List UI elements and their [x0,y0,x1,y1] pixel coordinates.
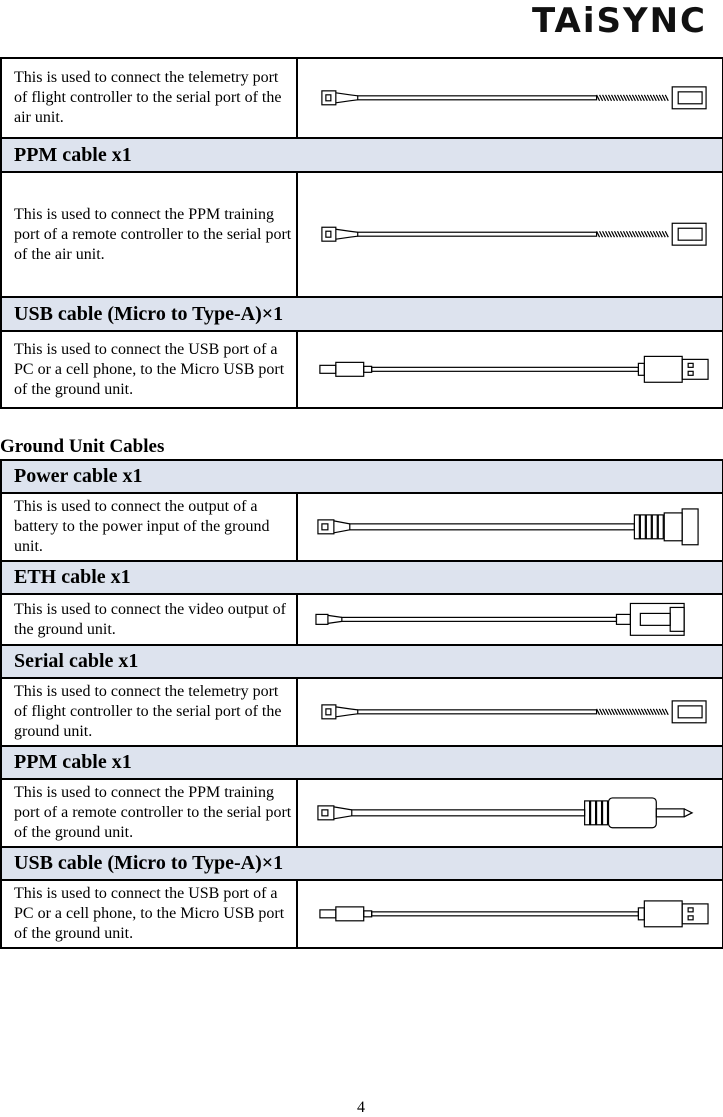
cable-header [1,561,723,594]
cable-header [1,645,723,678]
ppm-cable-icon [297,172,723,297]
cable-header [1,460,723,493]
taisync-logo [509,0,709,40]
cable-title: PPM cable x1 [1,746,723,779]
serial-cable-icon [297,678,723,746]
cable-description: This is used to connect the USB port of a PC or a cell phone, to the Micro USB port of the ground unit. [1,880,297,948]
cable-description: This is used to connect the telemetry port of flight controller to the serial port of the ground unit. [1,678,297,746]
cable-description: This is used to connect the PPM training port of a remote controller to the serial port of the air unit. [1,172,297,297]
cable-row [1,331,723,408]
cable-row [1,172,723,297]
serial-cable-icon [297,58,723,138]
ground-unit-cables-table [0,459,723,949]
eth-cable-icon [297,594,723,645]
cable-description: This is used to connect the output of a battery to the power input of the ground unit. [1,493,297,561]
usb-cable-icon [297,880,723,948]
cable-title: USB cable (Micro to Type-A)×1 [1,847,723,880]
cable-header [1,847,723,880]
cable-header [1,746,723,779]
power-cable-icon [297,493,723,561]
cable-row [1,678,723,746]
cable-title: USB cable (Micro to Type-A)×1 [1,297,723,331]
cable-description: This is used to connect the telemetry port of flight controller to the serial port of the air unit. [1,58,297,138]
cable-row [1,779,723,847]
cable-title: Power cable x1 [1,460,723,493]
cable-title: ETH cable x1 [1,561,723,594]
cable-row [1,493,723,561]
cable-title: PPM cable x1 [1,138,723,172]
cable-row [1,594,723,645]
air-unit-cables-table [0,57,723,409]
cable-description: This is used to connect the PPM training port of a remote controller to the serial port of the ground unit. [1,779,297,847]
ground-unit-section-title: Ground Unit Cables [0,436,165,457]
audio-jack-cable-icon [297,779,723,847]
cable-title: Serial cable x1 [1,645,723,678]
page-number: 4 [357,1099,365,1116]
cable-header [1,297,723,331]
cable-row [1,58,723,138]
cable-description: This is used to connect the video output of the ground unit. [1,594,297,645]
cable-header [1,138,723,172]
usb-cable-icon [297,331,723,408]
svg-text:TAiSYNC: TAiSYNC [531,1,707,40]
cable-description: This is used to connect the USB port of a PC or a cell phone, to the Micro USB port of the ground unit. [1,331,297,408]
cable-row [1,880,723,948]
